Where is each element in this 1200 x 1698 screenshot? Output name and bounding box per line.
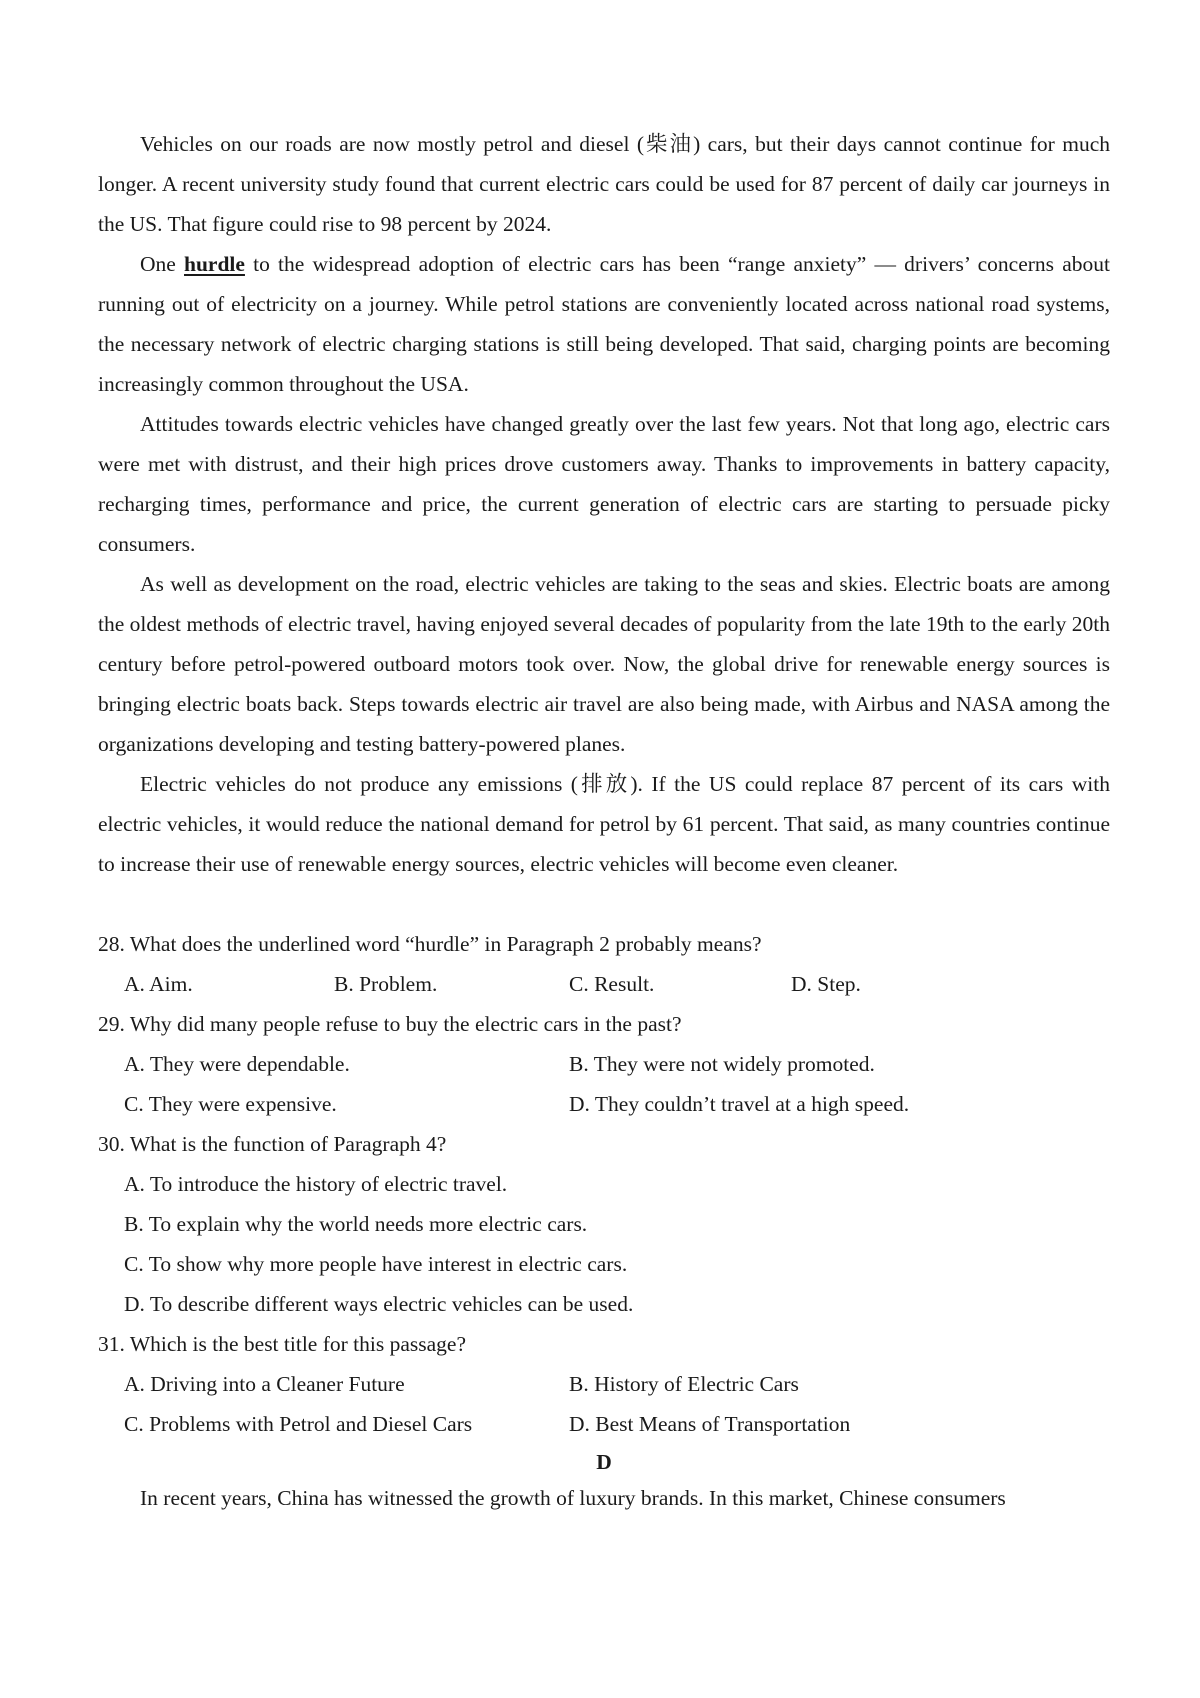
passage-paragraph-2 <box>98 244 1110 404</box>
question-28-option-a: A. Aim. <box>124 972 193 996</box>
question-30-option-a: A. To introduce the history of electric travel. <box>124 1172 508 1196</box>
question-30-option-b: B. To explain why the world needs more electric cars. <box>124 1212 588 1236</box>
question-31-option-d: D. Best Means of Transportation <box>569 1412 851 1436</box>
question-31-option-c: C. Problems with Petrol and Diesel Cars <box>124 1412 473 1436</box>
question-31-stem: 31. Which is the best title for this passage? <box>98 1332 467 1356</box>
question-29-option-d: D. They couldn’t travel at a high speed. <box>569 1092 910 1116</box>
passage-paragraph-4: As well as development on the road, electric vehicles are taking to the seas and skies. Electric boats are among the oldest methods of electric travel, having enjoyed several decades of popularity from the late 19th to the early 20th century before petrol-powered outboard motors took over. Now, the global drive for renewable energy sources is bringing electric boats back. Steps towards electric air travel are also being made, with Airbus and NASA among the organizations developing and testing battery-powered planes. <box>98 572 1110 756</box>
passage-paragraph-1: Vehicles on our roads are now mostly petrol and diesel (柴油) cars, but their days cannot continue for much longer. A recent university study found that current electric cars could be used for 87 percent of daily car journeys in the US. That figure could rise to 98 percent by 2024. <box>98 132 1110 236</box>
passage-paragraph-5: Electric vehicles do not produce any emissions (排放). If the US could replace 87 percent of its cars with electric vehicles, it would reduce the national demand for petrol by 61 percent. That said, as many countries continue to increase their use of renewable energy sources, electric vehicles will become even cleaner. <box>98 772 1110 876</box>
underlined-word-hurdle: hurdle <box>184 252 245 276</box>
passage-paragraph-3: Attitudes towards electric vehicles have changed greatly over the last few years. Not that long ago, electric cars were met with distrust, and their high prices drove customers away. Thanks to improvements in battery capacity, recharging times, performance and price, the current generation of electric cars are starting to persuade picky consumers. <box>98 412 1110 556</box>
question-29-option-b: B. They were not widely promoted. <box>569 1052 875 1076</box>
paragraph-2-start: One <box>140 252 185 276</box>
question-28-option-b: B. Problem. <box>334 972 438 996</box>
question-28-stem: 28. What does the underlined word “hurdle” in Paragraph 2 probably means? <box>98 932 762 956</box>
question-30-options <box>98 1164 1110 1324</box>
paragraph-2-rest: to the widespread adoption of electric cars has been “range anxiety” — drivers’ concerns about running out of electricity on a journey. While petrol stations are conveniently located across national road systems, the necessary network of electric charging stations is still being developed. That said, charging points are becoming increasingly common throughout the USA. <box>98 252 1110 396</box>
question-29-option-a: A. They were dependable. <box>124 1052 350 1076</box>
question-30-option-d: D. To describe different ways electric vehicles can be used. <box>124 1292 634 1316</box>
question-31-option-a: A. Driving into a Cleaner Future <box>124 1372 405 1396</box>
question-28-option-c: C. Result. <box>569 972 655 996</box>
question-31-option-b: B. History of Electric Cars <box>569 1372 799 1396</box>
question-31-options <box>98 1364 1110 1444</box>
section-gap <box>98 884 1110 924</box>
section-d-heading: D <box>596 1450 612 1474</box>
question-29-options <box>98 1044 1110 1124</box>
question-30-stem: 30. What is the function of Paragraph 4? <box>98 1132 447 1156</box>
question-28-option-d: D. Step. <box>791 972 861 996</box>
section-d-intro: In recent years, China has witnessed the growth of luxury brands. In this market, Chinese consumers <box>140 1486 1006 1510</box>
question-29-stem: 29. Why did many people refuse to buy the electric cars in the past? <box>98 1012 682 1036</box>
exam-page <box>98 124 1110 1516</box>
question-28-options <box>98 964 1110 1004</box>
question-29-option-c: C. They were expensive. <box>124 1092 337 1116</box>
question-30-option-c: C. To show why more people have interest in electric cars. <box>124 1252 628 1276</box>
